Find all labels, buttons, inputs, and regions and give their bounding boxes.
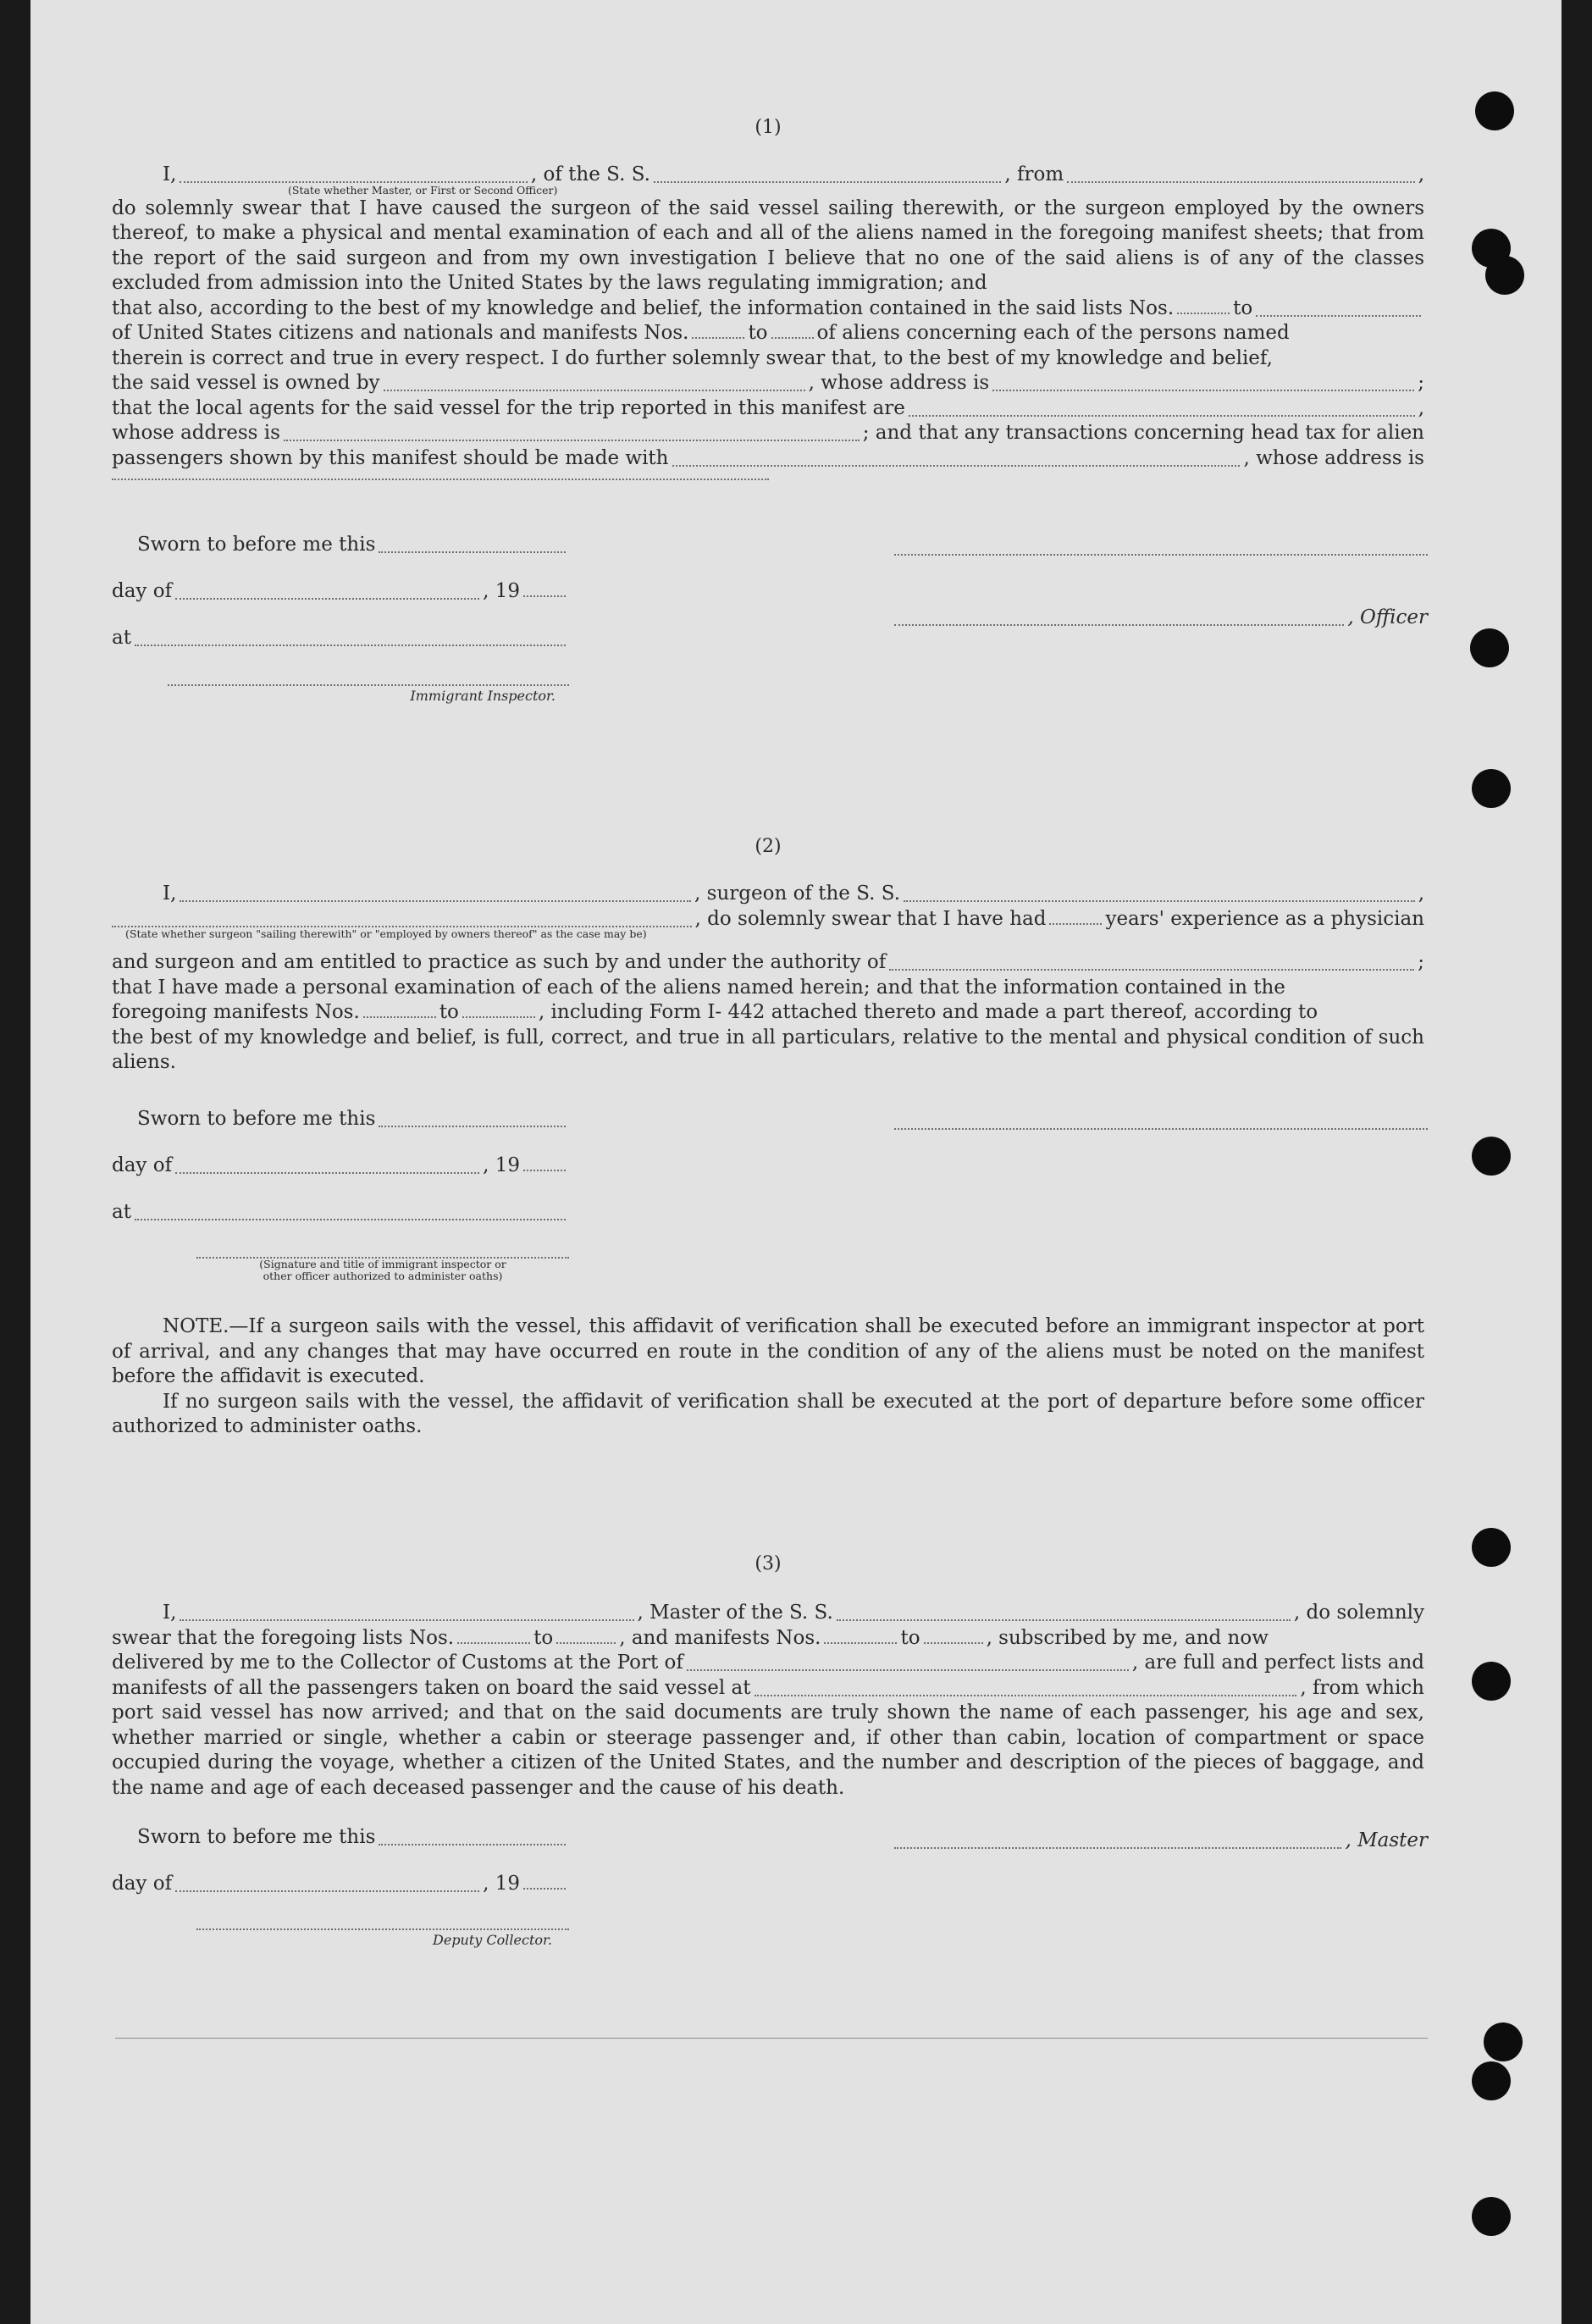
text: , from which	[1300, 1676, 1424, 1699]
blank-field	[523, 595, 566, 597]
text: , are full and perfect lists and	[1131, 1652, 1424, 1674]
blank-field	[755, 1694, 1297, 1696]
signature-caption: (Signature and title of immigrant inspector or	[259, 1258, 506, 1270]
text: , surgeon of the S. S.	[694, 883, 901, 905]
signature-caption: Deputy Collector.	[433, 1932, 552, 1948]
bottom-rule	[115, 2038, 1428, 2039]
note-paragraph: NOTE.—If a surgeon sails with the vessel, this affidavit of verification shall be executed before an immigrant inspector at port of arrival, and any changes that may have occurred en route in the condition of any of the aliens must be noted on the manifest before the affidavit is executed.	[112, 1315, 1424, 1387]
text: , Officer	[1347, 606, 1428, 628]
text: , do solemnly swear that I have had	[694, 907, 1047, 930]
text: , including Form I- 442 attached thereto and made a part thereof, according to	[538, 1001, 1318, 1023]
section-3-oath	[112, 1601, 1424, 1801]
blank-field	[771, 336, 814, 339]
text: , whose address is	[808, 372, 990, 394]
text: delivered by me to the Collector of Customs at the Port of	[112, 1652, 683, 1674]
blank-field	[180, 1618, 633, 1621]
text: swear that the foregoing lists Nos.	[112, 1626, 455, 1649]
section-2-oath	[112, 882, 1424, 1076]
text: , do solemnly	[1293, 1602, 1424, 1624]
text: , from	[1004, 163, 1064, 185]
blank-field	[363, 1015, 436, 1018]
blank-field	[112, 925, 692, 927]
text: , of the S. S.	[530, 163, 650, 185]
blank-field	[135, 644, 566, 646]
binder-hole	[1472, 1528, 1511, 1567]
section-3-jurat	[112, 1826, 569, 1948]
text: I,	[163, 163, 177, 185]
blank-field	[523, 1887, 566, 1890]
note	[112, 1314, 1424, 1440]
blank-field	[992, 389, 1414, 391]
blank-field	[687, 1668, 1129, 1671]
blank-field	[894, 1846, 1341, 1849]
text: ,	[1418, 883, 1424, 905]
section-2-number: (2)	[755, 836, 782, 857]
note-paragraph: If no surgeon sails with the vessel, the affidavit of verification shall be executed at the port of departure before some officer authorized to administer oaths.	[112, 1390, 1424, 1437]
text: at	[112, 1201, 131, 1223]
paragraph: do solemnly swear that I have caused the surgeon of the said vessel sailing therewith, or the surgeon employed by the owners thereof, to make a physical and mental examination of each and all of the aliens named in the foregoing manifest sheets; that from the report of the said surgeon and from my own investigation I believe that no one of the said aliens is of any of the classes excluded from admission into the United States by the laws regulating immigration; and	[112, 196, 1424, 294]
text: years' experience as a physician	[1105, 907, 1424, 930]
text: ,	[1418, 396, 1424, 419]
signature-line	[894, 1128, 1428, 1130]
text: therein is correct and true in every respect. I do further solemnly swear that, to the best of my knowledge and belief,	[112, 346, 1273, 369]
binder-hole	[1472, 1662, 1511, 1701]
blank-field	[384, 389, 805, 391]
section-2-jurat	[112, 1108, 569, 1282]
binder-hole	[1470, 628, 1509, 667]
blank-field	[924, 1641, 983, 1644]
blank-field	[175, 1890, 479, 1892]
blank-field	[904, 899, 1415, 902]
blank-field	[1049, 922, 1102, 925]
text: to	[748, 322, 768, 344]
binder-hole	[1472, 2061, 1511, 2100]
blank-field	[1067, 180, 1414, 183]
blank-field	[889, 968, 1414, 971]
blank-field	[894, 623, 1344, 626]
blank-field	[909, 414, 1415, 417]
section-1-jurat	[112, 534, 569, 704]
blank-field	[175, 1171, 479, 1174]
section-3-number: (3)	[755, 1553, 782, 1574]
section-1-oath	[112, 163, 1424, 473]
text: ; and that any transactions concerning head tax for alien	[862, 422, 1424, 444]
binder-hole	[1472, 1137, 1511, 1176]
text: the said vessel is owned by	[112, 372, 380, 394]
text: foregoing manifests Nos.	[112, 1001, 360, 1023]
text: ,	[1418, 163, 1424, 185]
text: that the local agents for the said vessel for the trip reported in this manifest are	[112, 396, 905, 419]
text: , 19	[483, 580, 520, 602]
blank-field	[457, 1641, 530, 1644]
text: at	[112, 627, 131, 649]
text: , Master	[1345, 1829, 1428, 1851]
blank-field	[523, 1169, 566, 1171]
binder-hole	[1472, 2197, 1511, 2236]
binder-hole	[1472, 769, 1511, 808]
blank-field	[135, 1218, 566, 1220]
blank-field	[1256, 314, 1421, 317]
blank-field	[175, 597, 479, 600]
binder-hole	[1485, 256, 1524, 295]
text: day of	[112, 1154, 173, 1176]
blank-field	[180, 180, 527, 183]
section-1-number: (1)	[755, 117, 782, 138]
text: whose address is	[112, 422, 280, 444]
signature-caption: other officer authorized to administer oaths)	[263, 1270, 503, 1282]
text: Sworn to before me this	[137, 1108, 376, 1130]
paragraph: the best of my knowledge and belief, is full, correct, and true in all particulars, relative to the mental and physical condition of such aliens.	[112, 1026, 1424, 1073]
text: , whose address is	[1243, 446, 1424, 469]
signature-caption: Immigrant Inspector.	[410, 688, 556, 704]
section-3-signature	[894, 1829, 1428, 1851]
text: and surgeon and am entitled to practice as such by and under the authority of	[112, 951, 887, 973]
text: , and manifests Nos.	[619, 1626, 821, 1649]
text: to	[439, 1001, 459, 1023]
text: ;	[1418, 372, 1425, 394]
signature-line	[196, 1928, 569, 1930]
text: ;	[1418, 951, 1424, 973]
paragraph: port said vessel has now arrived; and that on the said documents are truly shown the name of each passenger, his age and sex, whether married or single, whether a cabin or steerage passenger and, if other than cabin, location of compartment or space occupied during the voyage, whether a citizen of the United States, and the number and description of the pieces of baggage, and the name and age of each deceased passenger and the cause of his death.	[112, 1702, 1424, 1799]
blank-field	[379, 1125, 566, 1127]
text: , Master of the S. S.	[637, 1602, 833, 1624]
text: day of	[112, 1873, 173, 1895]
text: passengers shown by this manifest should be made with	[112, 446, 669, 469]
blank-field	[824, 1641, 897, 1644]
blank-field	[837, 1618, 1291, 1621]
document-page	[30, 0, 1562, 2324]
text: I,	[163, 1602, 177, 1624]
binder-hole	[1475, 91, 1514, 130]
blank-field	[654, 180, 1001, 183]
text: to	[533, 1626, 554, 1649]
field-caption: (State whether surgeon "sailing therewith" or "employed by owners thereof" as the case may be)	[125, 927, 647, 940]
text: of aliens concerning each of the persons named	[816, 322, 1290, 344]
text: manifests of all the passengers taken on board the said vessel at	[112, 1676, 751, 1699]
section-1-signature	[894, 535, 1428, 628]
blank-field	[112, 478, 769, 480]
text: of United States citizens and nationals and manifests Nos.	[112, 322, 689, 344]
blank-field	[692, 336, 744, 339]
signature-line	[894, 554, 1428, 556]
text: , subscribed by me, and now	[986, 1626, 1269, 1649]
text: Sworn to before me this	[137, 1826, 376, 1848]
text: that I have made a personal examination of each of the aliens named herein; and that the information contained in the	[112, 976, 1285, 999]
blank-field	[672, 464, 1241, 467]
text: to	[900, 1626, 920, 1649]
section-2-signature	[894, 1108, 1428, 1130]
text: , 19	[483, 1873, 520, 1895]
blank-field	[180, 899, 691, 902]
signature-line	[168, 684, 569, 686]
blank-field	[284, 439, 860, 441]
blank-field	[1177, 312, 1230, 314]
text: to	[1233, 296, 1253, 319]
text: I,	[163, 883, 177, 905]
field-caption: (State whether Master, or First or Second Officer)	[288, 183, 558, 196]
text: Sworn to before me this	[137, 534, 376, 556]
text: , 19	[483, 1154, 520, 1176]
blank-field	[556, 1641, 616, 1644]
binder-hole	[1484, 2022, 1523, 2061]
blank-field	[379, 1843, 566, 1845]
text: that also, according to the best of my knowledge and belief, the information contained in the said lists Nos.	[112, 296, 1175, 319]
text: day of	[112, 580, 173, 602]
blank-field	[379, 551, 566, 553]
blank-field	[462, 1015, 535, 1018]
